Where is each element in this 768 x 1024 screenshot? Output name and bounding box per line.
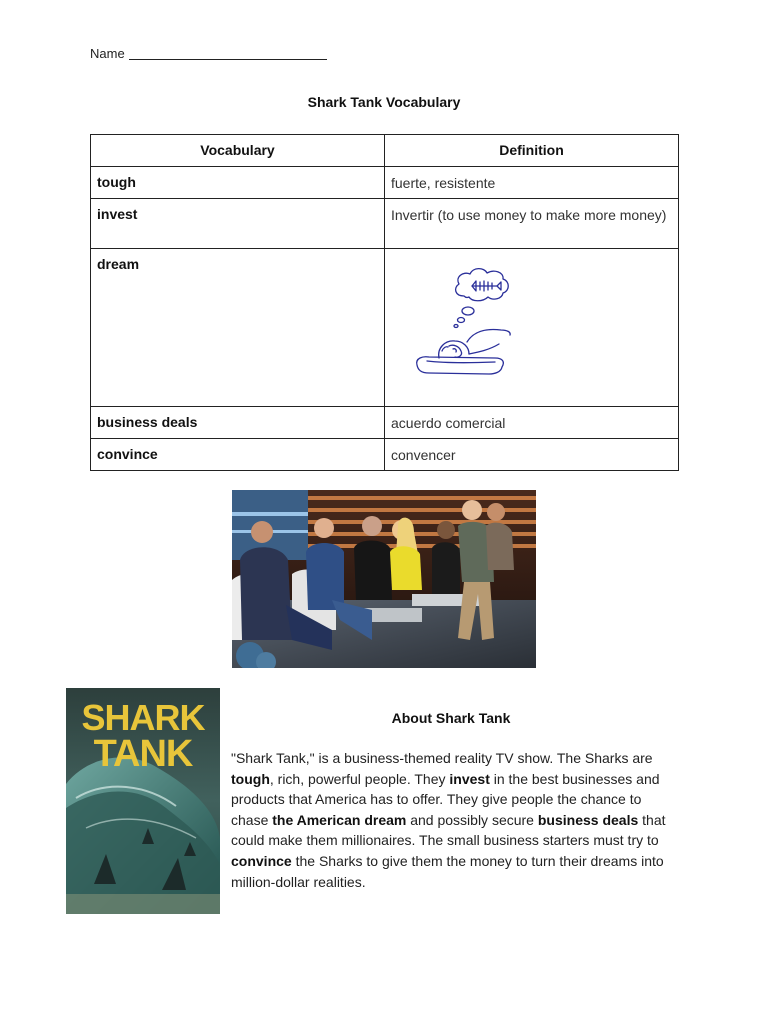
name-label: Name [90,46,125,61]
about-paragraph [231,748,671,892]
poster-logo-shark: SHARK [81,697,205,738]
vocab-word: convince [91,439,385,471]
about-keyword: convince [231,852,292,869]
column-header-vocabulary: Vocabulary [91,135,385,167]
table-header-row [91,135,679,167]
shark-tank-show-photo [232,490,536,668]
name-blank-line [129,47,327,60]
vocab-word: dream [91,249,385,407]
vocab-definition: acuerdo comercial [385,407,679,439]
about-text: , rich, powerful people. They [269,770,450,787]
vocab-definition: convencer [385,439,679,471]
vocab-definition: Invertir (to use money to make more money) [385,199,679,249]
shark-tank-poster [66,688,220,914]
name-field [90,46,327,61]
about-section [231,710,671,892]
about-text: the Sharks to give them the money to turn their dreams into million-dollar realities. [231,852,664,890]
vocabulary-table [90,134,679,471]
vocab-definition-sketch [385,249,679,407]
dream-sketch-icon [409,262,529,390]
show-photo-image [232,490,536,668]
about-text: in the best businesses and products that America has to offer. They give people the chance to chase [231,770,660,828]
vocab-word: tough [91,167,385,199]
table-row [91,167,679,199]
about-keyword: invest [449,770,490,787]
table-row [91,249,679,407]
vocab-definition: fuerte, resistente [385,167,679,199]
about-text: that could make them millionaires. The small business starters must try to [231,811,666,849]
about-keyword: tough [231,770,270,787]
poster-image [66,688,220,914]
table-row [91,199,679,249]
about-keyword: the American dream [272,811,407,828]
column-header-definition: Definition [385,135,679,167]
vocab-word: invest [91,199,385,249]
about-text: and possibly secure [406,811,538,828]
table-row [91,439,679,471]
about-keyword: business deals [537,811,639,828]
page-title: Shark Tank Vocabulary [307,94,461,110]
about-title: About Shark Tank [391,710,511,726]
poster-logo-tank: TANK [93,733,193,775]
about-text: "Shark Tank," is a business-themed reality TV show. The Sharks are [231,750,653,766]
table-row [91,407,679,439]
vocab-word: business deals [91,407,385,439]
